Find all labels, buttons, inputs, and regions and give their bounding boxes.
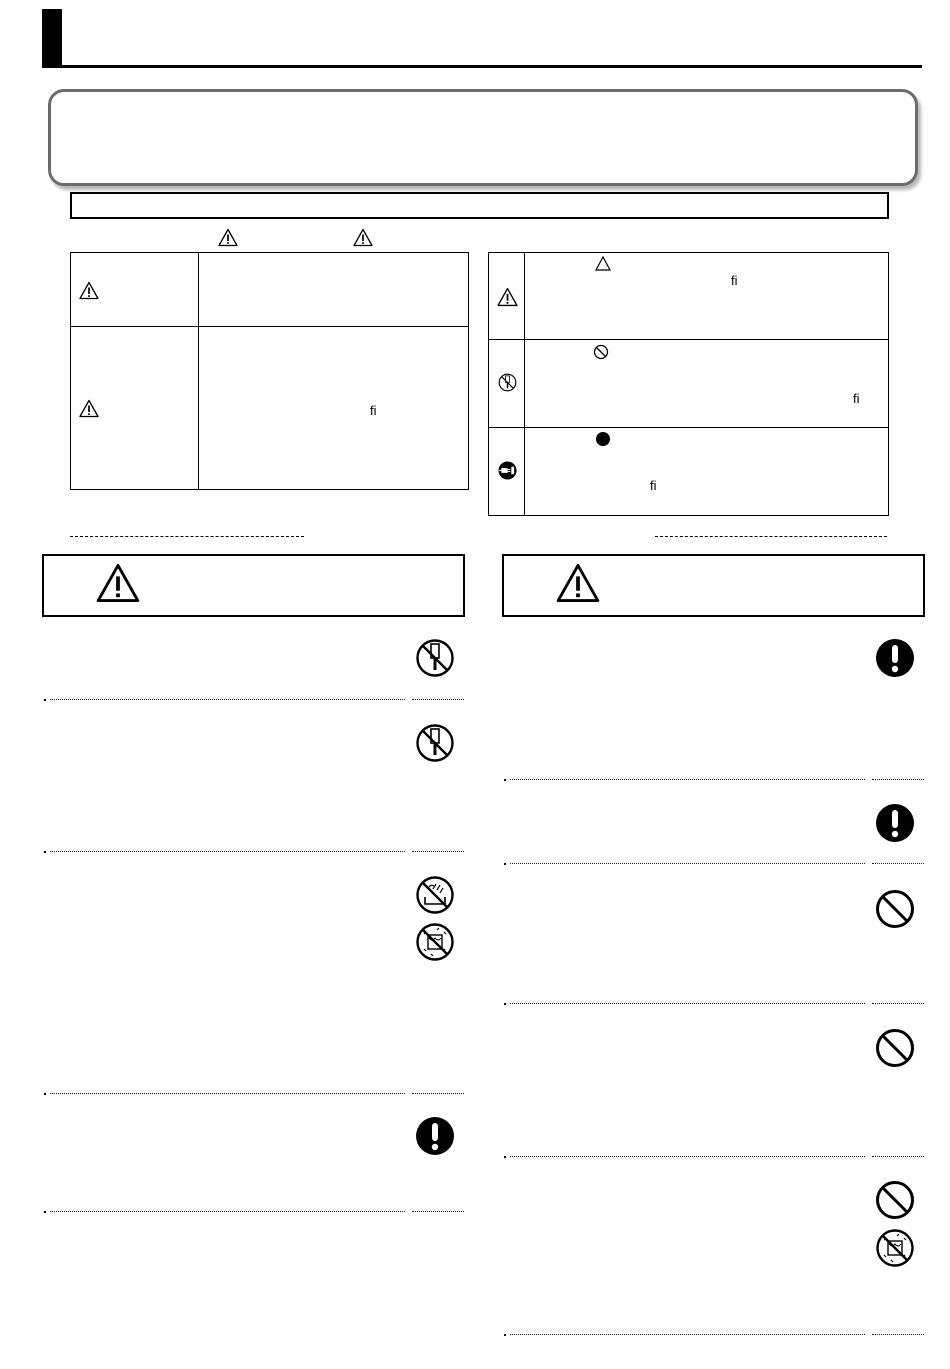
no-water-icon xyxy=(415,875,455,915)
dotted-separator xyxy=(510,1156,865,1157)
no-wet-hands-icon xyxy=(415,922,455,962)
caution-header-box xyxy=(502,554,925,617)
dotted-separator xyxy=(412,851,464,852)
dotted-separator xyxy=(412,1093,464,1094)
dotted-separator xyxy=(510,863,865,864)
ligature-glyph: ﬁ xyxy=(853,391,860,406)
dotted-separator xyxy=(510,779,865,780)
dotted-separator xyxy=(872,863,924,864)
exclamation-icon xyxy=(875,638,915,678)
subheading-box xyxy=(70,192,889,219)
dotted-separator xyxy=(510,1334,865,1335)
warning-triangle-icon xyxy=(96,563,140,603)
dotted-separator xyxy=(412,1211,464,1212)
warning-triangle-icon xyxy=(218,228,238,247)
prohibited-icon xyxy=(875,1028,915,1068)
unplug-icon xyxy=(498,461,517,480)
caution-triangle-icon xyxy=(556,563,600,603)
caution-triangle-icon xyxy=(79,399,99,418)
exclamation-icon xyxy=(415,1116,455,1156)
title-banner xyxy=(48,89,918,186)
dotted-separator xyxy=(412,699,464,700)
do-not-disassemble-icon xyxy=(415,638,455,678)
prohibited-symbol-icon xyxy=(593,344,609,360)
definition-table xyxy=(70,252,469,490)
dotted-separator xyxy=(872,779,924,780)
no-wet-hands-icon xyxy=(875,1228,915,1268)
dotted-separator xyxy=(50,1093,405,1094)
dotted-separator xyxy=(872,1156,924,1157)
warning-header-box xyxy=(42,554,465,617)
do-not-disassemble-icon xyxy=(498,373,517,392)
exclamation-icon xyxy=(875,803,915,843)
dotted-separator xyxy=(510,1003,865,1004)
ligature-glyph: ﬁ xyxy=(370,403,377,418)
header-rule xyxy=(42,65,922,68)
prohibited-icon xyxy=(875,889,915,929)
dashed-rule xyxy=(70,536,304,537)
dotted-separator xyxy=(50,851,405,852)
warning-triangle-icon xyxy=(79,281,99,300)
dotted-separator xyxy=(872,1003,924,1004)
header-bar xyxy=(42,9,62,65)
triangle-symbol-icon xyxy=(595,256,611,271)
ligature-glyph: ﬁ xyxy=(650,478,657,493)
dotted-separator xyxy=(50,1211,405,1212)
dashed-rule xyxy=(655,536,887,537)
dotted-separator xyxy=(50,699,405,700)
do-not-disassemble-icon xyxy=(415,723,455,763)
ligature-glyph: ﬁ xyxy=(731,273,738,288)
warning-triangle-icon xyxy=(497,287,518,307)
caution-triangle-icon xyxy=(353,228,373,247)
mandatory-symbol-icon xyxy=(595,431,611,447)
symbol-table xyxy=(488,252,889,516)
prohibited-icon xyxy=(875,1180,915,1220)
dotted-separator xyxy=(872,1334,924,1335)
